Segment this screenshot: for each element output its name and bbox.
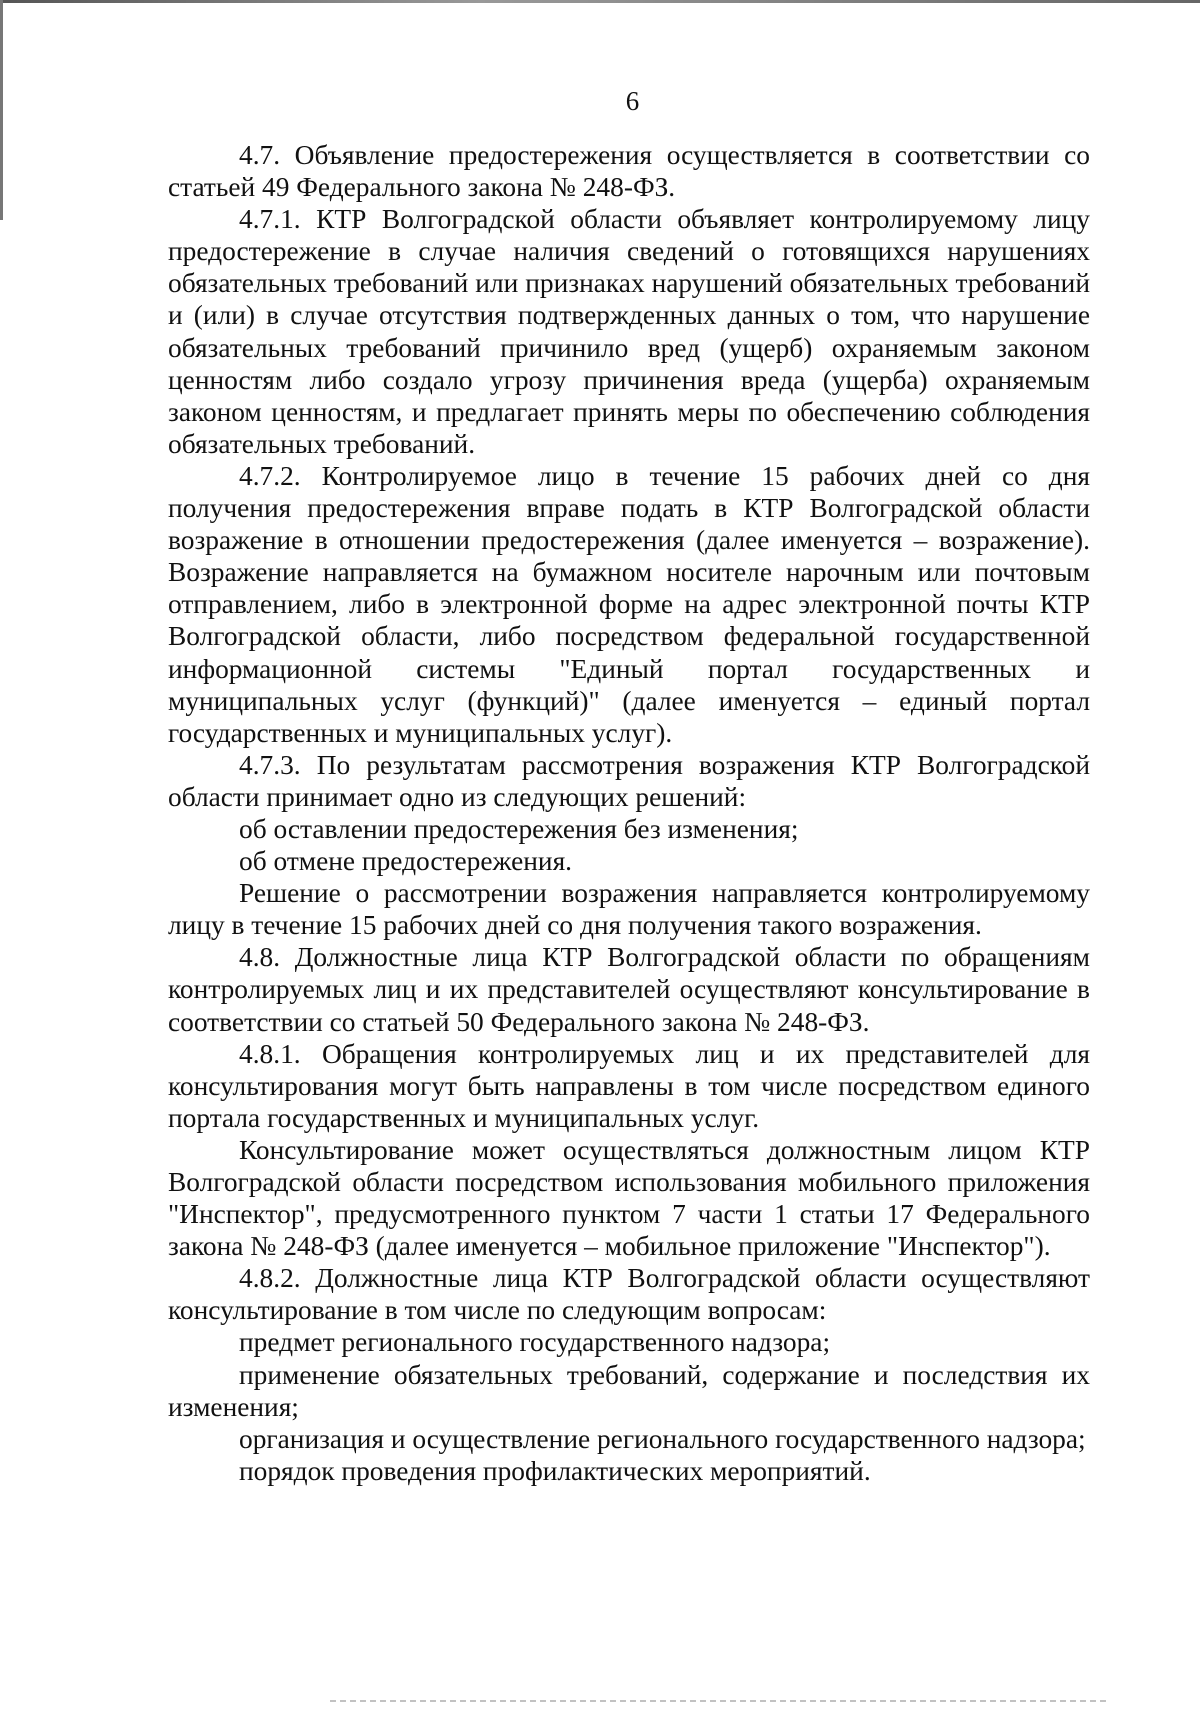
- list-item-topic-2: применение обязательных требований, содержание и последствия их изменения;: [168, 1359, 1090, 1422]
- paragraph-4-8-1: 4.8.1. Обращения контролируемых лиц и их представителей для консультирования могут быть направлены в том числе посредством единого портала государственных и муниципальных услуг.: [168, 1038, 1090, 1133]
- scan-edge-top: [0, 0, 1200, 3]
- paragraph-4-7: 4.7. Объявление предостережения осуществляется в соответствии со статьей 49 Федерального закона № 248-ФЗ.: [168, 140, 1090, 203]
- paragraph-4-7-1: 4.7.1. КТР Волгоградской области объявляет контролируемому лицу предостережение в случае наличия сведений о готовящихся нарушениях обязательных требований или признаках нарушений обязательных требований и (или) в случае отсутствия подтвержденных данных о том, что нарушение обязательных требований причинило вред (ущерб) охраняемым законом ценностям либо создало угрозу причинения вреда (ущерба) охраняемым законом ценностям, и предлагает принять меры по обеспечению соблюдения обязательных требований.: [168, 204, 1090, 459]
- paragraph-4-8: 4.8. Должностные лица КТР Волгоградской области по обращениям контролируемых лиц и их представителей осуществляют консультирование в соответствии со статьей 50 Федерального закона № 248-ФЗ.: [168, 942, 1090, 1037]
- list-item-topic-4: порядок проведения профилактических мероприятий.: [239, 1455, 871, 1486]
- paragraph-decision-notice: Решение о рассмотрении возражения направляется контролируемому лицу в течение 15 рабочих дней со дня получения такого возражения.: [168, 878, 1090, 941]
- scan-edge-bottom: [330, 1700, 1110, 1702]
- paragraph-4-7-2: 4.7.2. Контролируемое лицо в течение 15 рабочих дней со дня получения предостережения вправе подать в КТР Волгоградской области возражение в отношении предостережения (далее именуется – возражение). Возражение направляется на бумажном носителе нарочным или почтовым отправлением, либо в электронной форме на адрес электронной почты КТР Волгоградской области, либо посредством федеральной государственной информационной системы "Единый портал государственных и муниципальных услуг (функций)" (далее именуется – единый портал государственных и муниципальных услуг).: [168, 460, 1090, 748]
- document-body: [168, 139, 1090, 1487]
- list-item-decision-1: об оставлении предостережения без изменения;: [239, 813, 799, 844]
- list-item-topic-1: предмет регионального государственного надзора;: [239, 1327, 831, 1358]
- list-item-topic-3: организация и осуществление регионального государственного надзора;: [239, 1423, 1086, 1454]
- paragraph-4-8-2: 4.8.2. Должностные лица КТР Волгоградской области осуществляют консультирование в том числе по следующим вопросам:: [168, 1263, 1090, 1326]
- list-item-decision-2: об отмене предостережения.: [239, 846, 573, 877]
- paragraph-4-7-3: 4.7.3. По результатам рассмотрения возражения КТР Волгоградской области принимает одно из следующих решений:: [168, 749, 1090, 812]
- page-number: 6: [625, 86, 640, 116]
- paragraph-consulting-inspector: Консультирование может осуществляться должностным лицом КТР Волгоградской области посредством использования мобильного приложения "Инспектор", предусмотренного пунктом 7 части 1 статьи 17 Федерального закона № 248-ФЗ (далее именуется – мобильное приложение "Инспектор").: [168, 1134, 1090, 1262]
